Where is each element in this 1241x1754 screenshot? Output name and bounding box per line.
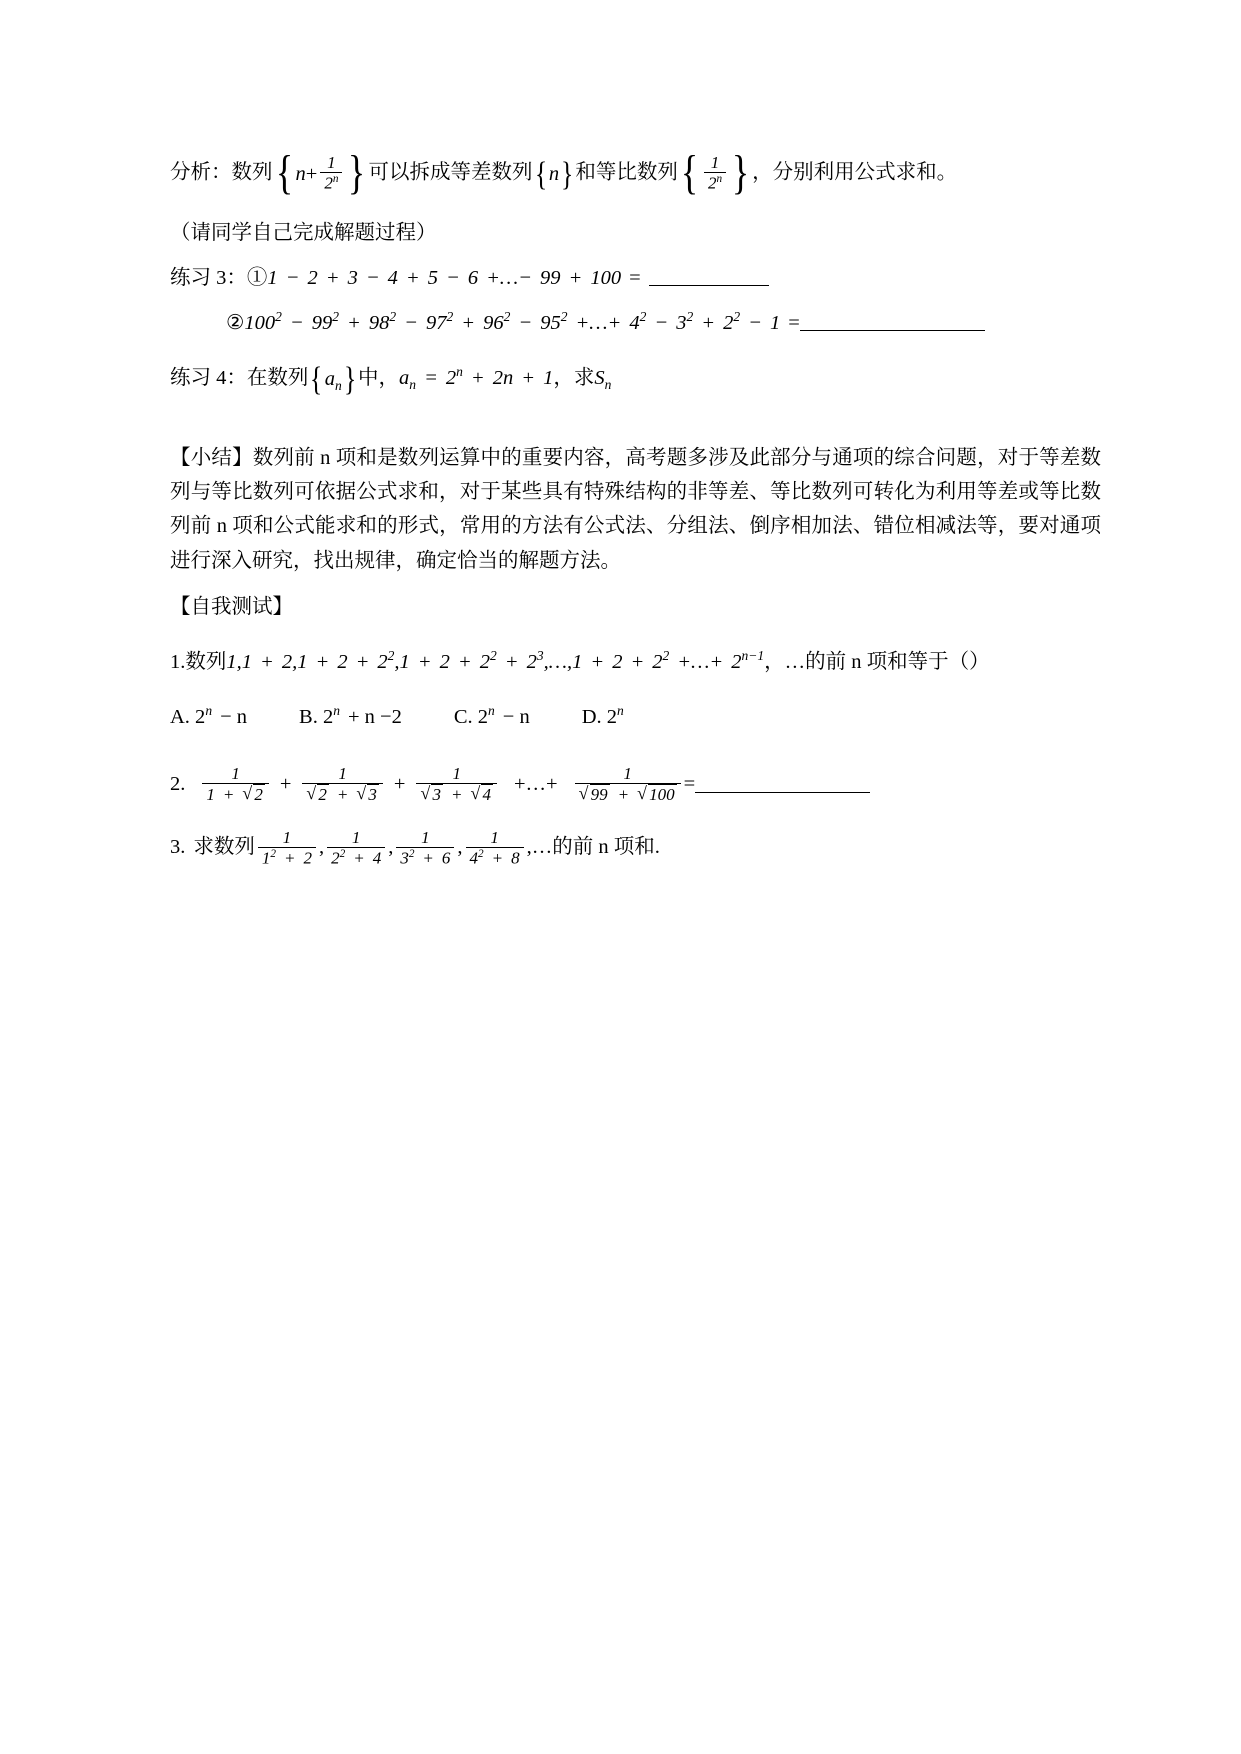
q1-option-a-rest: − n [220, 706, 248, 729]
brace-open-icon: { [680, 146, 699, 199]
q3-comma-1: , [318, 836, 325, 859]
item2-expression: $100^2 - 99^2 + 98^2 - 97^2 + 96^2 - 95^2$ +…+ $4^2 - 3^2 + 2^2 - 1$ [244, 309, 781, 334]
q3-comma-4: , [526, 836, 532, 859]
item2-equals: = [788, 311, 800, 334]
q2-equals: = [683, 773, 696, 796]
answer-blank-1[interactable] [649, 264, 769, 286]
fraction-numerator: 1 [338, 764, 347, 784]
q2-number: 2. [170, 773, 186, 796]
exercise3-item1 [170, 259, 1101, 298]
brace-close-icon: } [348, 146, 366, 199]
q2-plus-1: + [279, 773, 292, 796]
exercise4-text-2: 中， [358, 366, 400, 389]
arithmetic-set [533, 155, 576, 194]
q3-number: 3. [170, 836, 186, 859]
fraction-numerator: 1 [490, 827, 499, 847]
q1-text-1: 数列 [185, 651, 227, 674]
sequence-a-set [308, 360, 358, 399]
item1-marker: ① [246, 266, 268, 289]
q1-option-b-rest: + n −2 [347, 706, 402, 729]
sequence-term: n [295, 162, 306, 185]
q2-fraction-4 [575, 764, 681, 804]
selftest-q1 [170, 643, 1101, 682]
analysis-line [170, 146, 1101, 199]
answer-blank-3[interactable] [695, 772, 870, 794]
selftest-q3 [170, 826, 1101, 869]
sequence-a-term: $a_n$ [324, 367, 342, 393]
q3-fraction-1 [258, 828, 316, 868]
brace-close-icon: } [561, 155, 574, 193]
fraction-numerator: 1 [710, 153, 720, 173]
analysis-text-2: 可以拆成等差数列 [368, 161, 533, 184]
fraction-numerator: 1 [327, 153, 336, 173]
q2-fraction-3 [416, 764, 496, 804]
q3-fraction-4 [466, 828, 524, 868]
fraction-numerator: 1 [452, 764, 461, 784]
brace-open-icon: { [534, 155, 547, 193]
fraction-numerator: 1 [231, 764, 240, 784]
brace-close-icon: } [731, 146, 750, 199]
fraction-denominator: 2$^n$ [704, 172, 726, 193]
q1-option-c-label: C. 2 [453, 706, 489, 729]
fraction-numerator: 1 [623, 764, 632, 784]
q2-plus-2: + [393, 773, 406, 796]
summary-body: 数列前 n 项和是数列运算中的重要内容，高考题多涉及此部分与通项的综合问题，对于等差数列与等比数列可依据公式求和，对于某些具有特殊结构的非等差、等比数列可转化为利用等差或等比数列前 n 项和公式能求和的形式，常用的方法有公式法、分组法、倒序相加法、错位相减法等，要对通项进行深入研究，找出规律，确定恰当的解题方法。 [170, 446, 1102, 572]
q3-fraction-3 [396, 828, 454, 868]
q3-text-1: 求数列 [193, 836, 255, 859]
brace-open-icon: { [275, 146, 293, 199]
analysis-text-3: 和等比数列 [575, 161, 678, 184]
analysis-label: 分析： [170, 161, 232, 184]
fraction-denominator: $1^2 + 2$ [258, 847, 316, 868]
q1-text-3: ） [969, 651, 990, 674]
item1-equals: = [629, 266, 641, 289]
q1-options [170, 698, 1101, 737]
answer-blank-2[interactable] [800, 309, 985, 331]
fraction-denominator: √ 3 + √ 4 [416, 783, 496, 804]
analysis-text-4: ，分别利用公式求和。 [752, 161, 958, 184]
q3-comma-3: , [457, 836, 463, 859]
exercise4-line [170, 359, 1101, 399]
fraction-denominator: 1 + √ 2 [202, 783, 268, 804]
exercise4-formula: $a_n = 2^n + 2n + 1$ [399, 363, 554, 392]
q1-option-a[interactable]: A. $2^n - n$ [170, 703, 248, 729]
exercise4-label: 练习 4： [170, 366, 247, 389]
q1-sequence: $1,1 + 2,1 + 2 + 2^2,1 + 2 + 2^2$ + $2^3,\dots,1 + 2 + 2^2$ +…+ $2^{n-1}$ [226, 648, 765, 674]
q1-option-d[interactable]: D. 2$^n$ [581, 703, 624, 729]
q3-text-2: …的前 n 项和. [531, 836, 660, 859]
q3-comma-2: , [388, 836, 394, 859]
exercise4-sn: $S_n$ [594, 366, 612, 392]
arithmetic-term: n [548, 162, 560, 185]
fraction-denominator: √ 99 + √ 100 [575, 783, 681, 804]
sequence-set [273, 146, 369, 199]
fraction-numerator: 1 [421, 827, 430, 847]
q1-number: 1. [170, 651, 186, 674]
analysis-text-1: 数列 [231, 161, 273, 184]
q1-option-c[interactable]: C. $2^n - n$ [453, 703, 530, 729]
fraction-one-over-two-n [320, 153, 342, 193]
exercise3-label: 练习 3： [170, 266, 247, 289]
brace-open-icon: { [310, 360, 323, 398]
fraction-denominator: $3^2 + 6$ [396, 847, 454, 868]
selftest-q2 [170, 763, 1101, 806]
q1-option-d-label: D. 2 [581, 706, 618, 729]
q1-text-2: ，…的前 n 项和等于（ [764, 651, 970, 674]
q1-option-a-label: A. 2 [170, 706, 206, 729]
q2-fraction-2 [302, 764, 382, 804]
exercise4-text-1: 在数列 [246, 366, 309, 389]
item1-expression: 1 − 2 + 3 − 4 + 5 − 6 +…− 99 + 100 [267, 266, 622, 289]
summary-title: 【小结】 [170, 446, 253, 469]
fraction-one-over-two-n-2 [704, 153, 726, 193]
exercise3-item2 [170, 304, 1101, 343]
q3-fraction-2 [327, 828, 385, 868]
summary-block [170, 441, 1101, 579]
fraction-denominator: √ 2 + √ 3 [302, 783, 382, 804]
fraction-denominator: $2^2 + 4$ [327, 847, 385, 868]
q1-option-b[interactable]: B. $2^n + n -2$ [299, 703, 402, 729]
geometric-set [678, 146, 752, 199]
brace-close-icon: } [343, 360, 357, 398]
q2-dots: +…+ [513, 773, 558, 796]
fraction-denominator: 2$^n$ [320, 172, 342, 193]
fraction-numerator: 1 [351, 827, 361, 847]
q1-option-c-rest: − n [502, 706, 530, 729]
plus-sign: + [305, 162, 318, 185]
fraction-denominator: $4^2 + 8$ [466, 847, 524, 868]
q1-option-b-label: B. 2 [299, 706, 334, 729]
selftest-title: 【自我测试】 [170, 596, 293, 619]
item2-marker: ② [226, 311, 245, 334]
q2-fraction-1 [202, 764, 268, 804]
fraction-numerator: 1 [282, 827, 292, 847]
note-line: （请同学自己完成解题过程） [170, 222, 437, 244]
exercise4-text-3: ，求 [553, 366, 595, 389]
